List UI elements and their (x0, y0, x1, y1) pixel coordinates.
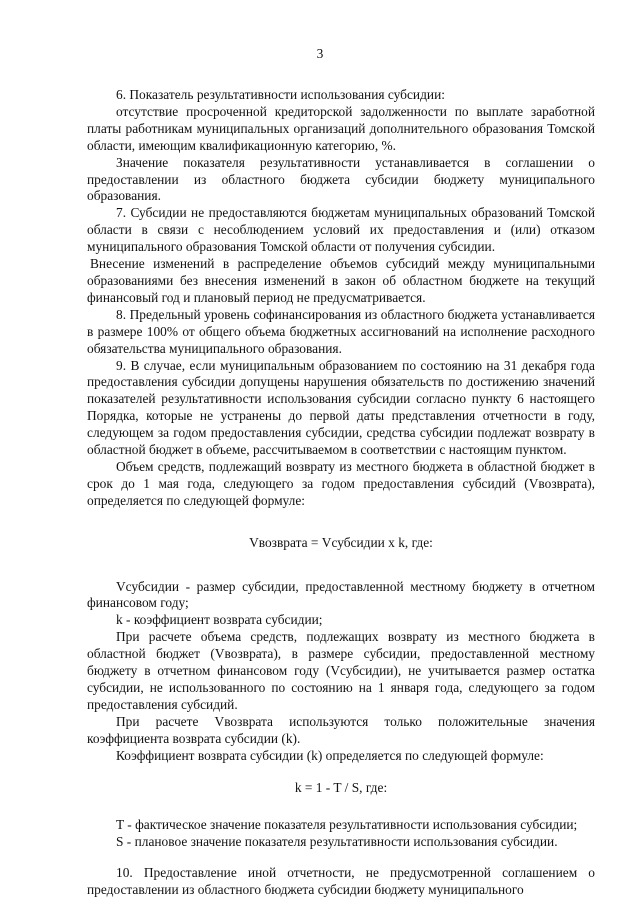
paragraph-9: 9. В случае, если муниципальным образованием по состоянию на 31 декабря года предоставления субсидии допущены нарушения обязательств по достижению значений показателей результативности использования субсидии согласно пункту 6 настоящего Порядка, которые не устранены до первой даты представления отчетности в году, следующем за годом предоставления субсидии, средства субсидии подлежат возврату в областной бюджет в объеме, рассчитываемом в соответствии с настоящим пунктом. (87, 357, 595, 458)
formula-coefficient: k = 1 - T / S, где: (294, 779, 388, 795)
paragraph-calculation-note: При расчете объема средств, подлежащих возврату из местного бюджета в областной бюджет (Vвозврата), в размере субсидии, предоставленной местному бюджету в отчетном финансовом году (Vсубсидии), не учитывается размер остатка субсидии, не использованного по состоянию на 1 января года, следующего за годом предоставления субсидий. (87, 629, 595, 712)
paragraph-8: 8. Предельный уровень софинансирования из областного бюджета устанавливается в размере 100% от общего объема бюджетных ассигнований на исполнение расходного обязательства муниципального образования. (87, 306, 595, 356)
document-body (87, 87, 595, 899)
page-number: 3 (316, 46, 324, 61)
paragraph-positive-values: При расчете Vвозврата используются только положительные значения коэффициента возврата субсидии (k). (87, 713, 595, 746)
paragraph-7-changes: Внесение изменений в распределение объемов субсидий между муниципальными образованиями без внесения изменений в закон об областном бюджете на текущий финансовый год и плановый период не предусматривается. (87, 256, 595, 305)
paragraph-6-value: Значение показателя результативности устанавливается в соглашении о предоставлении из областного бюджета субсидии бюджету муниципального образования. (87, 154, 595, 204)
paragraph-coefficient-intro: Коэффициент возврата субсидии (k) определяется по следующей формуле: (116, 747, 544, 763)
paragraph-7: 7. Субсидии не предоставляются бюджетам муниципальных образований Томской области в связи с несоблюдением условий их предоставления и (или) отказом муниципального образования Томской области от получения субсидии. (87, 205, 595, 255)
paragraph-6-indicator: отсутствие просроченной кредиторской задолженности по выплате заработной платы работникам муниципальных организаций дополнительного образования Томской области, имеющим квалификационную категорию, %. (87, 103, 595, 153)
definition-t: T - фактическое значение показателя результативности использования субсидии; (116, 817, 578, 833)
definition-vsubsidy: Vсубсидии - размер субсидии, предоставленной местному бюджету в отчетном финансовом году; (87, 578, 595, 611)
definition-s: S - плановое значение показателя результативности использования субсидии. (116, 834, 558, 850)
paragraph-10: 10. Предоставление иной отчетности, не предусмотренной соглашением о предоставлении из областного бюджета субсидии бюджету муниципального (87, 865, 595, 898)
paragraph-6-heading: 6. Показатель результативности использования субсидии: (116, 87, 445, 102)
paragraph-9-volume: Объем средств, подлежащий возврату из местного бюджета в областной бюджет в срок до 1 мая года, следующего за годом предоставления субсидий (Vвозврата), определяется по следующей формуле: (87, 458, 595, 508)
definition-k: k - коэффициент возврата субсидии; (116, 612, 323, 628)
formula-return-volume: Vвозврата = Vсубсидии x k, где: (249, 534, 433, 550)
